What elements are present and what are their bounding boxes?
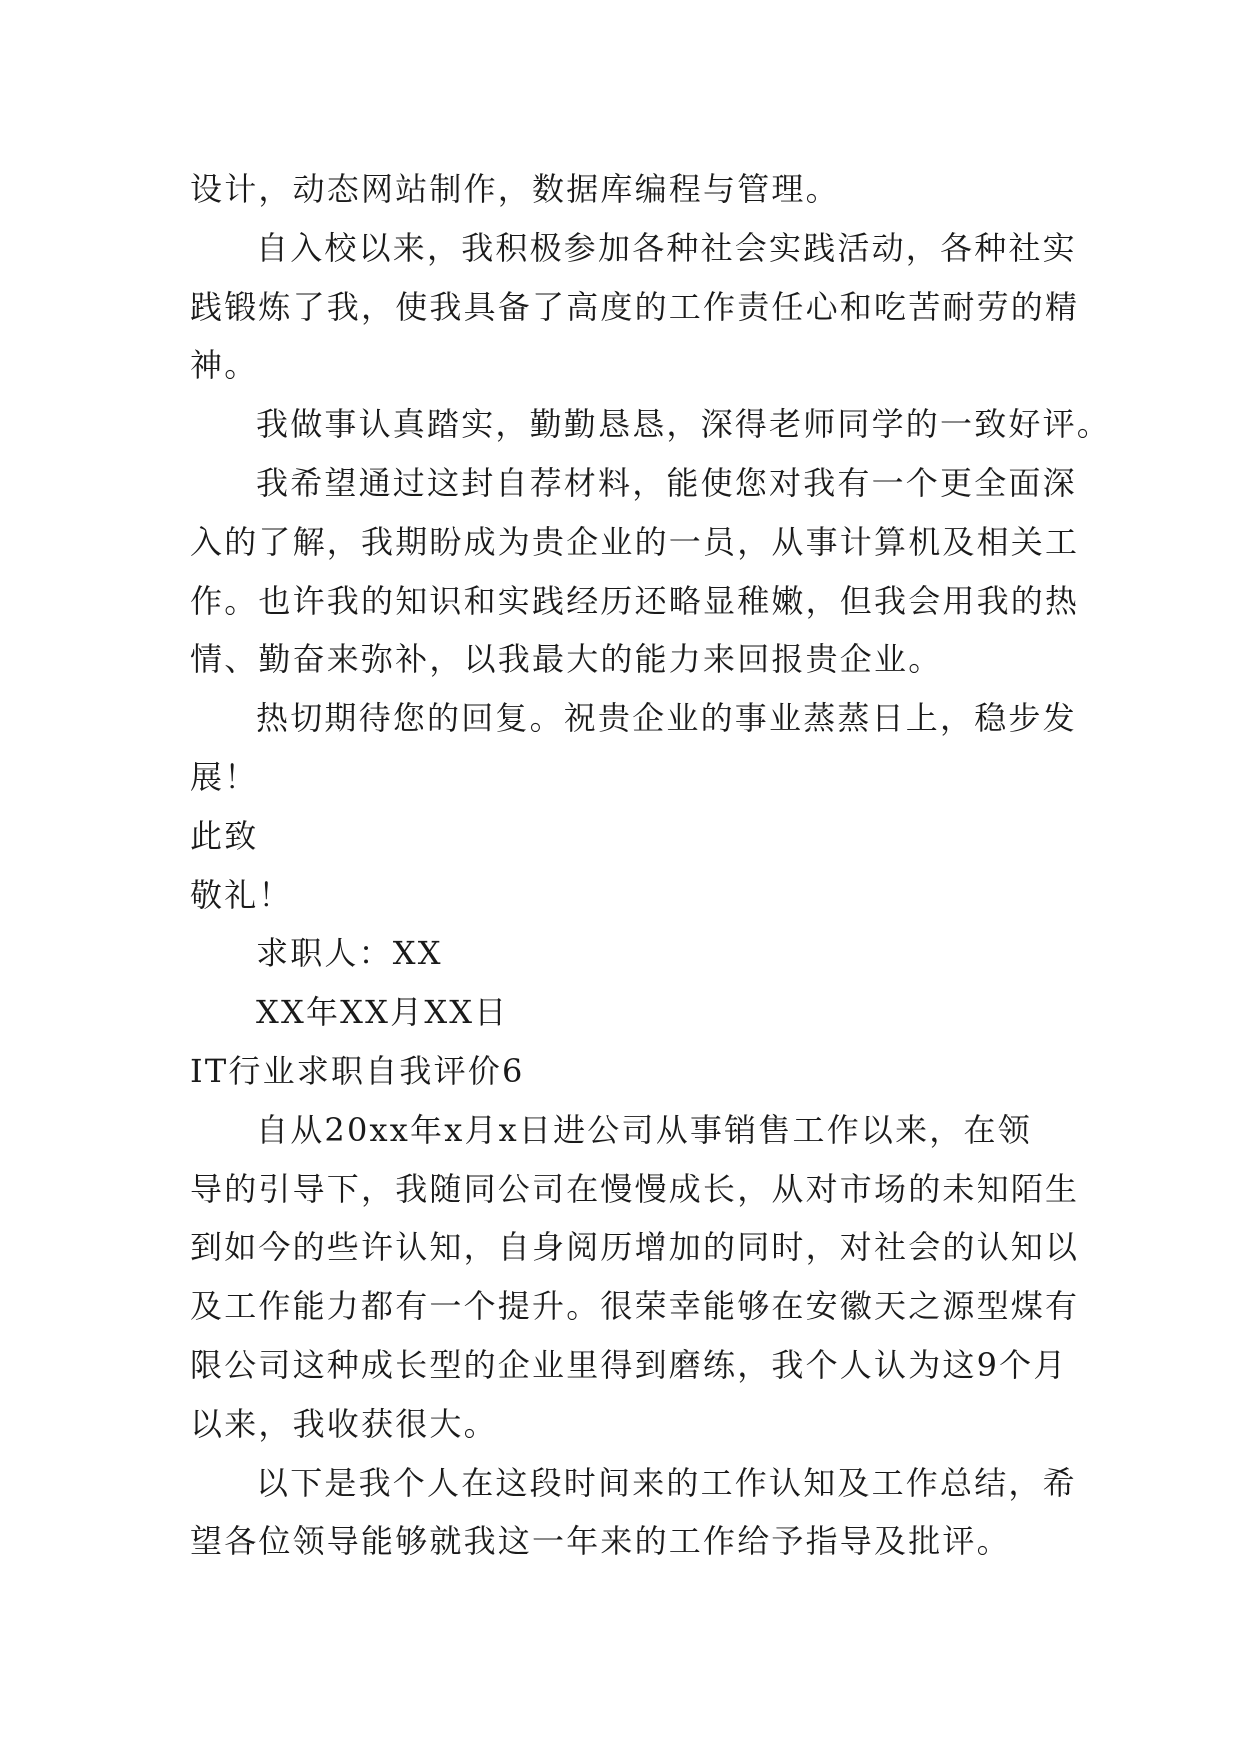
text-line-19: 到如今的些许认知，自身阅历增加的同时，对社会的认知以: [190, 1228, 1080, 1267]
text-line-9: 情、勤奋来弥补，以我最大的能力来回报贵企业。: [190, 640, 943, 679]
text-line-21: 限公司这种成长型的企业里得到磨练，我个人认为这9个月: [190, 1345, 1068, 1384]
text-line-10: 热切期待您的回复。祝贵企业的事业蒸蒸日上，稳步发: [256, 699, 1077, 738]
text-line-5: 我做事认真踏实，勤勤恳恳，深得老师同学的一致好评。: [256, 405, 1112, 444]
section-heading: IT行业求职自我评价6: [190, 1051, 525, 1090]
applicant-signature: 求职人：XX: [256, 934, 443, 973]
text-line-1: 设计，动态网站制作，数据库编程与管理。: [190, 170, 840, 208]
text-line-3: 践锻炼了我，使我具备了高度的工作责任心和吃苦耐劳的精: [190, 287, 1080, 326]
text-line-23: 以下是我个人在这段时间来的工作认知及工作总结，希: [256, 1463, 1077, 1502]
document-body: [190, 160, 1112, 1571]
text-line-2: 自入校以来，我积极参加各种社会实践活动，各种社实: [256, 228, 1077, 267]
text-line-4: 神。: [190, 346, 259, 385]
text-line-20: 及工作能力都有一个提升。很荣幸能够在安徽天之源型煤有: [190, 1287, 1080, 1326]
salutation-cizhi: 此致: [190, 816, 259, 855]
text-line-24: 望各位领导能够就我这一年来的工作给予指导及批评。: [190, 1522, 1011, 1561]
text-line-8: 作。也许我的知识和实践经历还略显稚嫩，但我会用我的热: [190, 581, 1080, 620]
letter-date: XX年XX月XX日: [256, 993, 509, 1032]
text-line-7: 入的了解，我期盼成为贵企业的一员，从事计算机及相关工: [190, 522, 1080, 561]
text-line-17: 自从20xx年x月x日进公司从事销售工作以来，在领: [256, 1110, 1032, 1149]
text-line-18: 导的引导下，我随同公司在慢慢成长，从对市场的未知陌生: [190, 1169, 1080, 1208]
text-line-6: 我希望通过这封自荐材料，能使您对我有一个更全面深: [256, 463, 1077, 502]
text-line-11: 展！: [190, 757, 259, 796]
salutation-jingli: 敬礼！: [190, 875, 293, 914]
text-line-22: 以来，我收获很大。: [190, 1404, 498, 1443]
